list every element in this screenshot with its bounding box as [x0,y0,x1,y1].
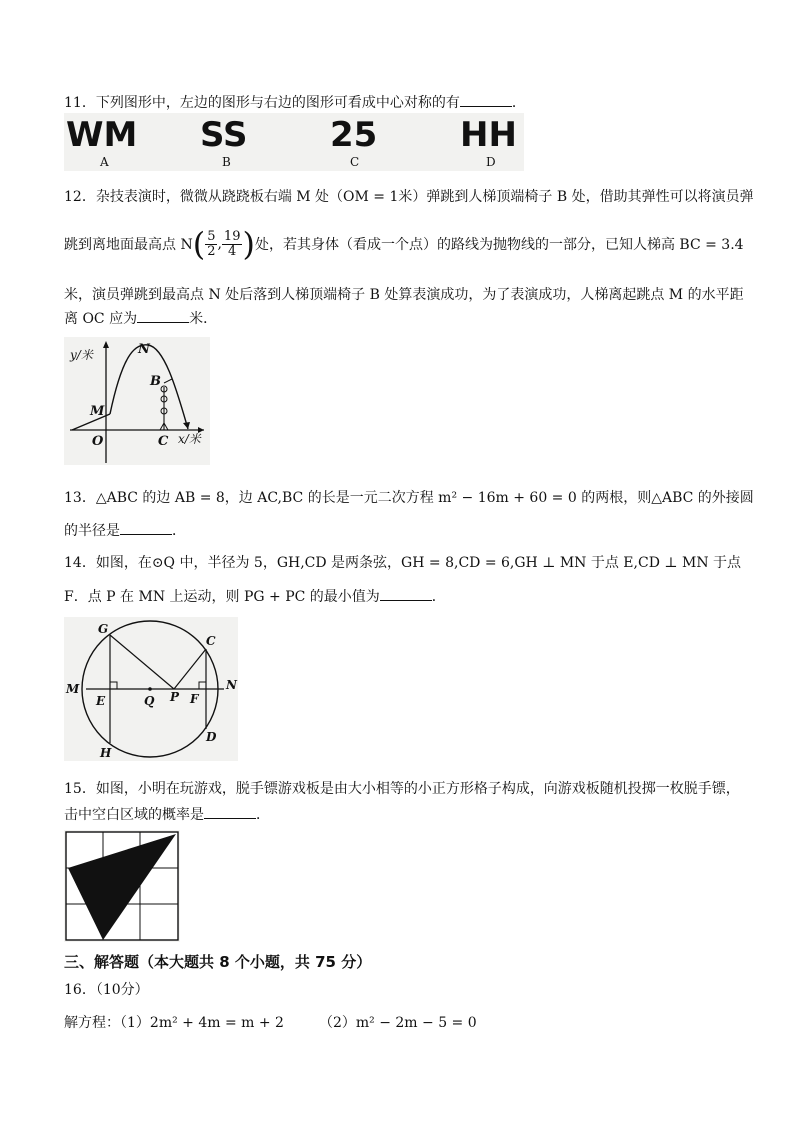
q12-parabola-svg [64,337,210,465]
q11-option-c-glyph: 25 [330,115,378,155]
q12-paren-open: ( [192,225,206,263]
q12-figure [64,337,210,465]
q14-right-angle-f [199,682,206,689]
q12-line2-a: 跳到离地面最高点 N [64,237,193,253]
q11-option-a-label: A [100,155,109,169]
q12-line1: 12．杂技表演时，微微从跷跷板右端 M 处（OM = 1米）弹跳到人梯顶端椅子 B 处，借助其弹性可以将演员弹 [64,189,754,205]
q13-line1: 13．△ABC 的边 AB = 8，边 AC,BC 的长是一元二次方程 m² − 16m + 60 = 0 的两根，则△ABC 的外接圆 [64,490,754,506]
q14-circle-svg [64,617,238,761]
q12-frac1-num: 5 [207,228,216,244]
q12-person-arm [164,379,172,383]
q14-label-d: D [206,730,217,744]
q12-frac2-den: 4 [228,243,237,259]
q12-blank [137,310,189,323]
q11-option-d-label: D [486,155,496,169]
q12-x-label: x/米 [178,432,201,446]
section3-heading: 三、解答题（本大题共 8 个小题，共 75 分） [64,953,372,971]
q12-leg-l [160,423,164,430]
q14-label-g: G [98,622,109,636]
q12-line4 [64,308,217,328]
q15-line1: 15．如图，小明在玩游戏，脱手镖游戏板是由大小相等的小正方形格子构成，向游戏板随机投掷一枚脱手镖， [64,781,740,797]
q12-line3: 米，演员弹跳到最高点 N 处后落到人梯顶端椅子 B 处算表演成功，为了表演成功，人梯离起跳点 M 的水平距 [64,287,744,303]
q12-line4-a: 离 OC 应为 [64,311,138,327]
q14-segment-pg [110,635,174,689]
q15-line2-b: ． [256,807,270,823]
q12-leg-r [164,423,168,430]
q14-line2 [64,586,446,606]
q11-option-b-glyph: SS [200,115,248,155]
q12-y-label: y/米 [70,348,93,362]
q12-y-arrow [103,341,109,348]
q12-frac1-den: 2 [207,243,216,259]
q13-line2 [64,520,186,540]
q14-right-angle-e [110,682,117,689]
q14-center-dot [148,687,152,691]
q15-blank [204,806,256,819]
q14-label-e: E [96,694,106,708]
q12-label-m: M [90,404,105,419]
q12-line2-b: 处，若其身体（看成一个点）的路线为抛物线的一部分，已知人梯高 BC = 3.4 [254,237,744,253]
q16-title: 16．（10分） [64,982,149,998]
q12-parabola-arrow [183,422,190,429]
q11-text: 11．下列图形中，左边的图形与右边的图形可看成中心对称的有 [64,95,460,111]
q15-line2-a: 击中空白区域的概率是 [64,807,204,823]
q11-options-figure [64,113,524,171]
q11-end: ． [511,95,526,111]
q14-label-q: Q [144,694,155,708]
q14-segment-pc [174,649,206,689]
q14-line2-a: F．点 P 在 MN 上运动，则 PG + PC 的最小值为 [64,589,380,605]
q11-blank [460,94,512,107]
q14-figure [64,617,238,761]
q12-comma: , [217,236,222,252]
q12-frac1 [205,230,217,259]
q11-stem [64,92,526,112]
q12-label-b: B [150,374,161,389]
q12-line2 [64,225,744,263]
q12-paren-close: ) [242,225,255,263]
q11-option-b-label: B [222,155,231,169]
q11-option-d-glyph: HH [460,115,517,155]
q15-line2 [64,804,270,824]
q12-label-c: C [158,434,169,449]
q12-line4-b: 米． [189,311,218,327]
q11-option-a-glyph: WM [66,115,138,155]
q14-label-p: P [170,690,180,704]
q12-label-n: N [138,342,150,357]
q15-figure [64,830,180,942]
q14-label-c: C [206,634,216,648]
q14-label-f: F [190,692,199,706]
q14-label-n: N [226,678,237,692]
q12-label-o: O [92,434,104,449]
q13-line2-b: ． [172,523,186,539]
q12-parabola [110,345,188,429]
q11-option-c-label: C [350,155,360,169]
q12-frac2-num: 19 [223,228,241,244]
q13-line2-a: 的半径是 [64,523,120,539]
q16-equations: 解方程：（1）2m² + 4m = m + 2 （2）m² − 2m − 5 = 0 [64,1015,477,1031]
q14-line2-b: ． [431,589,446,605]
q15-grid-svg [64,830,180,942]
q14-line1: 14．如图，在⊙Q 中，半径为 5，GH,CD 是两条弦，GH = 8,CD = 6,GH ⊥ MN 于点 E,CD ⊥ MN 于点 [64,555,742,571]
q14-label-h: H [100,746,112,760]
q14-blank [380,588,432,601]
q14-label-m: M [66,682,80,696]
q13-blank [120,522,172,535]
q12-frac2 [222,230,243,259]
